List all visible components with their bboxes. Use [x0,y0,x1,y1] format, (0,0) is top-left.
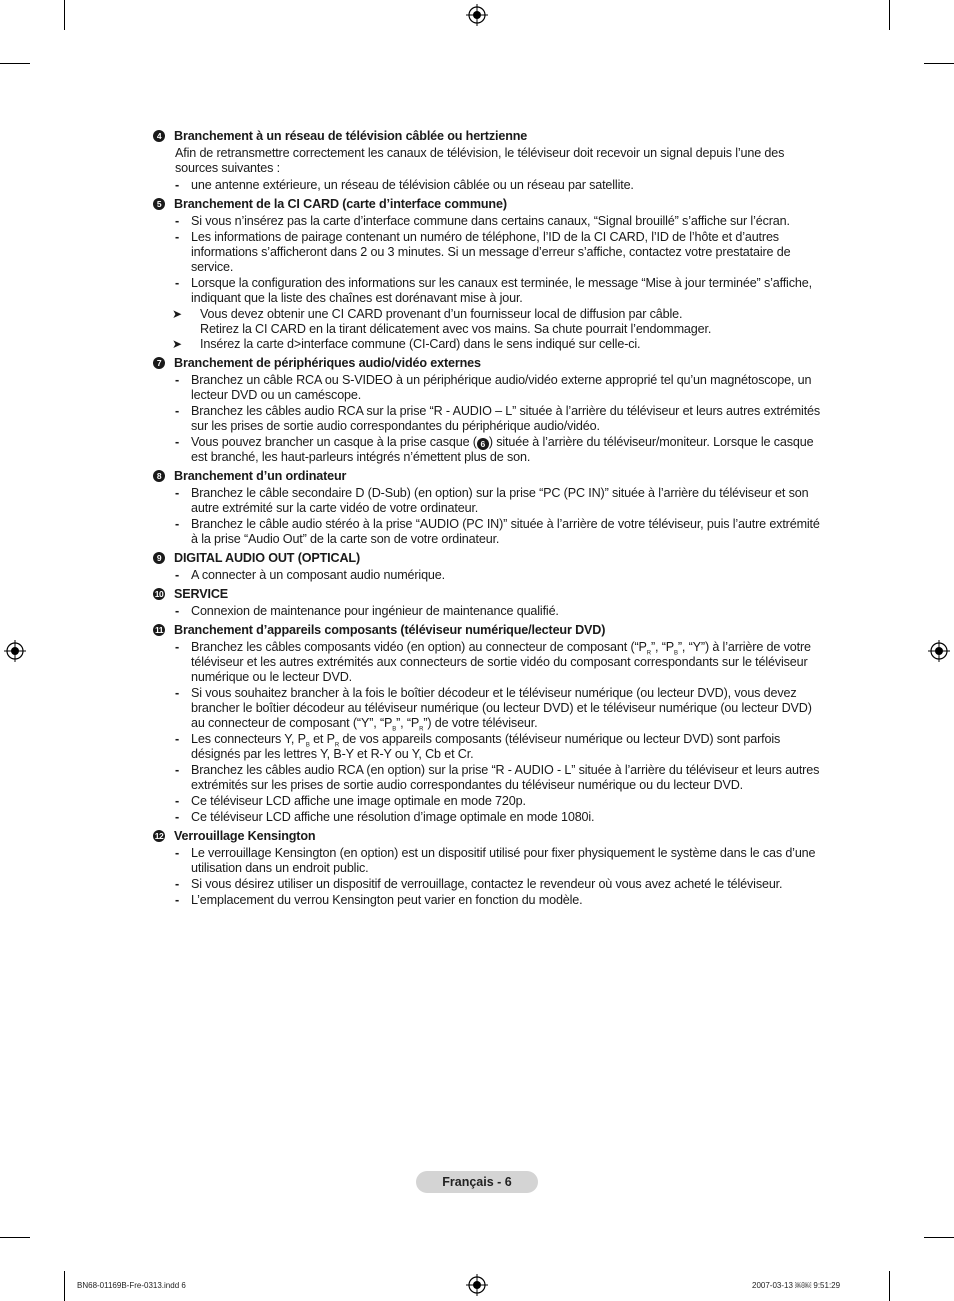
list-item: - Si vous n’insérez pas la carte d’interface commune dans certains canaux, “Signal brouillé” s’affiche sur l’écran. [175,214,790,228]
section-number-badge: 8 [153,470,165,482]
section-number-badge: 7 [153,357,165,369]
section-number-badge: 12 [154,831,164,841]
note [172,307,825,337]
section-title: Branchement d’un ordinateur [174,469,347,483]
note-arrow-icon: ➤ [172,337,182,351]
crop-mark [924,63,954,64]
crop-mark [889,0,890,30]
list-item: - Branchez un câble RCA ou S-VIDEO à un périphérique audio/vidéo externe approprié tel qu’un magnétoscope, un lecteur DVD ou un caméscope. [175,373,812,402]
section-number-badge: 11 [155,625,163,635]
section-number-badge: 9 [153,552,165,564]
manual-content [153,129,825,912]
footer-timestamp: 2007-03-13 ￼￼ 9:51:29 [752,1281,841,1290]
list-item: - Si vous souhaitez brancher à la fois le boîtier décodeur et le téléviseur numérique (ou lecteur DVD), vous devez brancher le boîtier décodeur au téléviseur numérique (ou lecteur DVD) et le téléviseur numérique (ou lecteur DVD) au connecteur de composant (“Y”, “$P_B$”, “$P_R$”) de votre téléviseur. [175,686,812,733]
list-item: - Lorsque la configuration des informations sur les canaux est terminée, le message “Mise à jour terminée” s’affiche, indiquant que la liste des chaînes est dorénavant mise à jour. [175,276,812,305]
list-item: - L’emplacement du verrou Kensington peut varier en fonction du modèle. [175,893,583,907]
section-heading [153,551,825,566]
list-item: - Les connecteurs Y, $P_B$ et $P_R$ de vos appareils composants (téléviseur numérique ou lecteur DVD) sont parfois désignés par les lettres Y, B-Y et R-Y ou Y, Cb et Cr. [175,732,781,761]
section-title: Branchement à un réseau de télévision câblée ou hertzienne [174,129,528,143]
page-label: Français - 6 [416,1171,538,1193]
list-item: - Vous pouvez brancher un casque à la prise casque ( 6 ) située à l’arrière du téléviseur/moniteur. Lorsque le casque est branché, les haut-parleurs intégrés n’émettent plus de son. [175,435,814,464]
section-heading [153,356,825,371]
section-number-badge: 4 [153,130,165,142]
section-heading [153,469,825,484]
list-item: - Le verrouillage Kensington (en option) est un dispositif utilisé pour fixer physiquement le système dans le cas d’une utilisation dans un endroit public. [175,846,816,875]
note-line: Vous devez obtenir une CI CARD provenant d’un fournisseur local de diffusion par câble. [200,307,683,321]
section-heading [153,129,825,144]
section-title: SERVICE [174,587,229,601]
list-item: - Branchez les câbles audio RCA sur la prise “R - AUDIO – L” située à l’arrière du téléviseur et leurs autres extrémités sur les prises de sortie audio correspondantes du périphérique audio/vidéo. [175,404,821,433]
registration-mark-icon [928,640,950,662]
crop-mark [64,0,65,30]
registration-mark-icon [4,640,26,662]
section-ci-card [153,197,825,352]
list-item: - Branchez le câble secondaire D (D-Sub) (en option) sur la prise “PC (PC IN)” située à l’arrière du téléviseur et son autre extrémité sur la carte vidéo de votre ordinateur. [175,486,809,515]
crop-mark [0,1237,30,1238]
list-item: - Branchez le câble audio stéréo à la prise “AUDIO (PC IN)” située à l’arrière de votre téléviseur, puis l’autre extrémité à la prise “Audio Out” de la carte son de votre ordinateur. [175,517,820,546]
crop-mark [924,1237,954,1238]
section-paragraph: Afin de retransmettre correctement les canaux de télévision, le téléviseur doit recevoir un signal depuis l’une des sources suivantes : [175,146,785,175]
section-title: Verrouillage Kensington [174,829,316,843]
list-item: - Les informations de pairage contenant un numéro de téléphone, l’ID de la CI CARD, l’ID de l’hôte et d’autres informations s’afficheront dans 2 ou 3 minutes. Si un message d’erreur s’affiche, contactez votre prestataire de service. [175,230,791,274]
section-heading [153,829,825,844]
section-service [153,587,825,619]
section-computer [153,469,825,547]
registration-mark-icon [466,1274,488,1296]
list-item: - Ce téléviseur LCD affiche une image optimale en mode 720p. [175,794,526,808]
note-line: Insérez la carte d>interface commune (CI-Card) dans le sens indiqué sur celle-ci. [200,337,641,351]
section-heading [153,587,825,602]
section-antenna [153,129,825,193]
note-line: Retirez la CI CARD en la tirant délicatement avec vos mains. Sa chute pourrait l’endommager. [200,322,712,336]
section-title: Branchement d’appareils composants (téléviseur numérique/lecteur DVD) [174,623,606,637]
section-title: Branchement de périphériques audio/vidéo externes [174,356,481,370]
crop-mark [889,1271,890,1301]
section-av-devices [153,356,825,465]
section-title: DIGITAL AUDIO OUT (OPTICAL) [174,551,361,565]
note-arrow-icon: ➤ [172,307,182,321]
list-item: - Si vous désirez utiliser un dispositif de verrouillage, contactez le revendeur où vous avez acheté le téléviseur. [175,877,783,891]
list-item: - une antenne extérieure, un réseau de télévision câblée ou un réseau par satellite. [175,178,634,192]
list-item: - Ce téléviseur LCD affiche une résolution d’image optimale en mode 1080i. [175,810,595,824]
section-component [153,623,825,825]
list-item: - Branchez les câbles composants vidéo (en option) au connecteur de composant (“$P_R$”, “$P_B$”, “Y”) à l’arrière de votre téléviseur et les autres extrémités aux connecteurs de sortie vidéo du composant correspondants sur le téléviseur numérique ou le lecteur DVD. [175,640,811,684]
section-title: Branchement de la CI CARD (carte d’interface commune) [174,197,507,211]
list-item: - Connexion de maintenance pour ingénieur de maintenance qualifié. [175,604,559,618]
crop-mark [0,63,30,64]
list-item: - A connecter à un composant audio numérique. [175,568,445,582]
section-digital-audio-out [153,551,825,583]
section-heading [153,623,825,638]
headphone-jack-badge: 6 [477,438,489,450]
note [172,337,825,352]
section-heading [153,197,825,212]
section-number-badge: 10 [154,589,164,599]
registration-mark-icon [466,4,488,26]
footer-filename: BN68-01169B-Fre-0313.indd 6 [77,1281,186,1290]
list-item: - Branchez les câbles audio RCA (en option) sur la prise “R - AUDIO - L” située à l’arrière du téléviseur et leurs autres extrémités sur les prises de sortie audio correspondantes du téléviseur numérique ou du lecteur DVD. [175,763,820,792]
section-kensington [153,829,825,908]
crop-mark [64,1271,65,1301]
section-number-badge: 5 [153,198,165,210]
